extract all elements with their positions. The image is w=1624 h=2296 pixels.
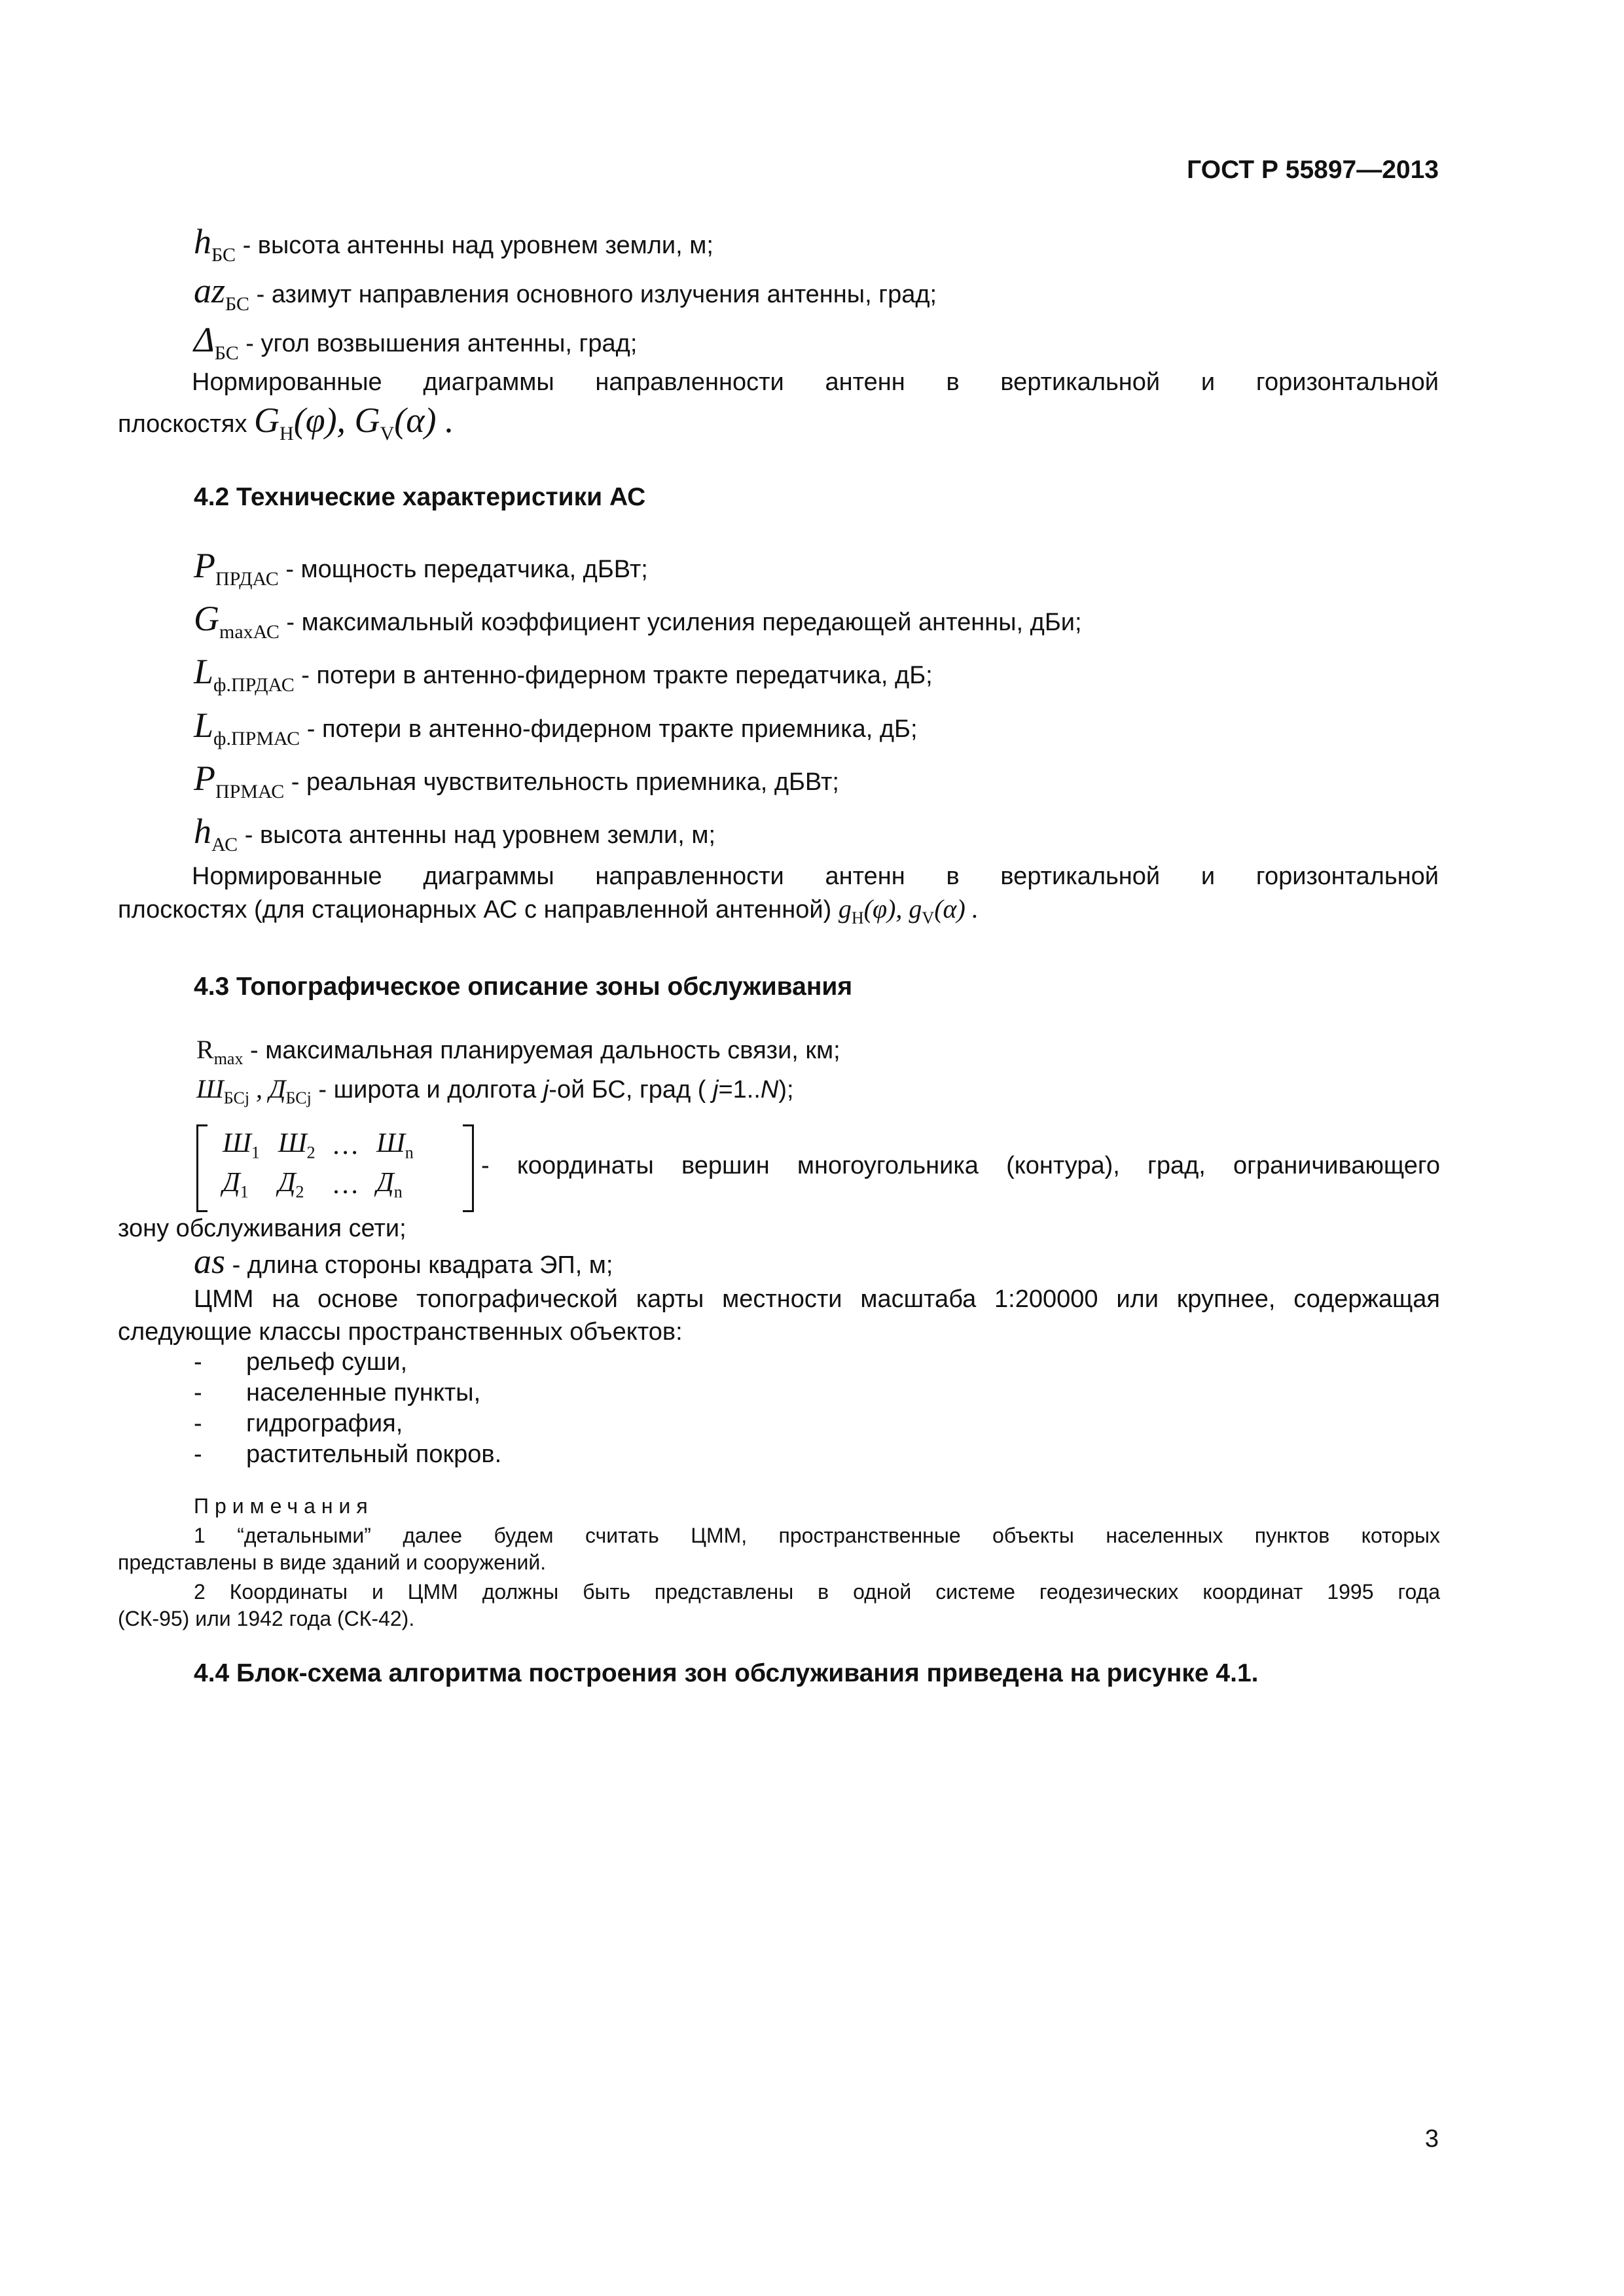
matrix-cell: …: [333, 1130, 358, 1160]
bs-height-symbol: $h_{БС}$: [194, 222, 236, 266]
dem-paragraph-line1: ЦММ на основе топографической карты местности масштаба 1:200000 или крупнее, содержащая: [194, 1285, 1440, 1313]
document-code: ГОСТ Р 55897—2013: [1187, 156, 1439, 184]
as-diagrams-prefix: плоскостях (для стационарных АС с направленной антенной): [118, 896, 832, 924]
section-4-2-title: 4.2 Технические характеристики АС: [194, 483, 646, 511]
dem-paragraph-line2: следующие классы пространственных объектов:: [118, 1318, 683, 1346]
as-height-text: - высота антенны над уровнем земли, м;: [244, 821, 716, 849]
as-gain-text: - максимальный коэффициент усиления передающей антенны, дБи;: [286, 609, 1082, 636]
as-sensitivity-text: - реальная чувствительность приемника, дБВт;: [291, 768, 839, 796]
bs-azimuth-text: - азимут направления основного излучения антенны, град;: [256, 281, 937, 308]
as-gain-line: [194, 599, 1082, 648]
bs-diagrams-line2: [118, 401, 454, 450]
as-sensitivity-line: [194, 759, 839, 808]
matrix-cell: $Д_2$: [278, 1168, 304, 1202]
as-diagrams-line1: Нормированные диаграммы направленности антенн в вертикальной и горизонтальной: [192, 863, 1439, 890]
bs-coords-symbol: $Ш_{БСj}$ , $Д_{БСj}$: [196, 1074, 312, 1107]
list-item: - гидрография,: [194, 1410, 403, 1437]
ep-side-symbol: as: [194, 1242, 226, 1281]
matrix-cell: $Ш_n$: [376, 1128, 414, 1162]
as-diagrams-formula: $g_H(\varphi)$, $g_V(\alpha)$ .: [838, 894, 979, 927]
as-rx-loss-line: [194, 706, 918, 755]
ep-side-line: [194, 1242, 613, 1281]
as-tx-loss-text: - потери в антенно-фидерном тракте передатчика, дБ;: [301, 662, 933, 689]
rmax-text: - максимальная планируемая дальность связи, км;: [250, 1037, 840, 1064]
bs-elevation-line: [194, 320, 638, 369]
section-4-4-title: 4.4 Блок-схема алгоритма построения зон обслуживания приведена на рисунке 4.1.: [194, 1659, 1259, 1687]
bs-elevation-text: - угол возвышения антенны, град;: [245, 330, 638, 357]
as-rx-loss-symbol: $L_{ф.ПРМАС}$: [194, 706, 300, 749]
as-power-symbol: $P_{ПРДАС}$: [194, 546, 279, 590]
matrix-row-longitude: [213, 1165, 423, 1204]
bs-coords-line: [196, 1073, 794, 1114]
as-tx-loss-symbol: $L_{ф.ПРДАС}$: [194, 652, 295, 696]
matrix-cell: $Д_n$: [376, 1168, 403, 1202]
matrix-table: [213, 1126, 423, 1204]
matrix-cell: $Д_1$: [223, 1168, 249, 1202]
as-sensitivity-symbol: $P_{ПРМАС}$: [194, 759, 285, 802]
notes-title: Примечания: [194, 1494, 374, 1518]
polygon-text-cont: зону обслуживания сети;: [118, 1215, 406, 1242]
page-number: 3: [1424, 2125, 1439, 2153]
bs-diagrams-line1: Нормированные диаграммы направленности антенн в вертикальной и горизонтальной: [192, 368, 1439, 396]
rmax-line: [196, 1034, 840, 1075]
matrix-row-latitude: [213, 1126, 423, 1165]
note-2: 2 Координаты и ЦММ должны быть представлены в одной системе геодезических координат 1995 года (СК-95) или 1942 года (СК-42).: [118, 1580, 1440, 1630]
bs-diagrams-formula: $G_H(\varphi)$, $G_V(\alpha)$ .: [254, 401, 454, 444]
bs-coords-text: - широта и долгота j-ой БС, град ( j=1..N);: [318, 1076, 794, 1103]
matrix-right-bracket: [463, 1124, 474, 1212]
matrix-cell: $Ш_2$: [278, 1128, 316, 1162]
as-diagrams-line2: [118, 893, 979, 934]
dem-paragraph: [118, 1283, 1440, 1348]
bs-elevation-symbol: $\Delta_{БС}$: [194, 320, 239, 364]
as-height-line: [194, 812, 716, 861]
rmax-symbol: $R_{max}$: [196, 1035, 244, 1068]
bs-height-text: - высота антенны над уровнем земли, м;: [242, 232, 713, 259]
as-power-line: [194, 546, 648, 595]
as-rx-loss-text: - потери в антенно-фидерном тракте приемника, дБ;: [306, 715, 918, 743]
as-tx-loss-line: [194, 652, 933, 701]
list-item: - населенные пункты,: [194, 1379, 481, 1407]
bs-azimuth-symbol: $az_{БС}$: [194, 271, 250, 315]
matrix-cell: …: [333, 1170, 358, 1200]
list-item: - рельеф суши,: [194, 1348, 408, 1376]
note-1: 1 “детальными” далее будем считать ЦММ, пространственные объекты населенных пунктов которых представлены в виде зданий и сооружений.: [118, 1524, 1440, 1574]
as-gain-symbol: $G_{maxАС}$: [194, 599, 280, 643]
matrix-left-bracket: [196, 1124, 208, 1212]
polygon-vertex-matrix: [196, 1124, 474, 1210]
list-item: - растительный покров.: [194, 1441, 502, 1468]
as-height-symbol: $h_{АС}$: [194, 812, 238, 855]
section-4-3-title: 4.3 Топографическое описание зоны обслуживания: [194, 973, 853, 1001]
bs-azimuth-line: [194, 271, 937, 320]
as-power-text: - мощность передатчика, дБВт;: [285, 556, 648, 583]
bs-height-line: [194, 222, 713, 271]
matrix-cell: $Ш_1$: [223, 1128, 260, 1162]
polygon-text: - координаты вершин многоугольника (контура), град, ограничивающего: [481, 1152, 1440, 1179]
bs-diagrams-prefix: плоскостях: [118, 410, 247, 438]
ep-side-text: - длина стороны квадрата ЭП, м;: [232, 1251, 613, 1279]
